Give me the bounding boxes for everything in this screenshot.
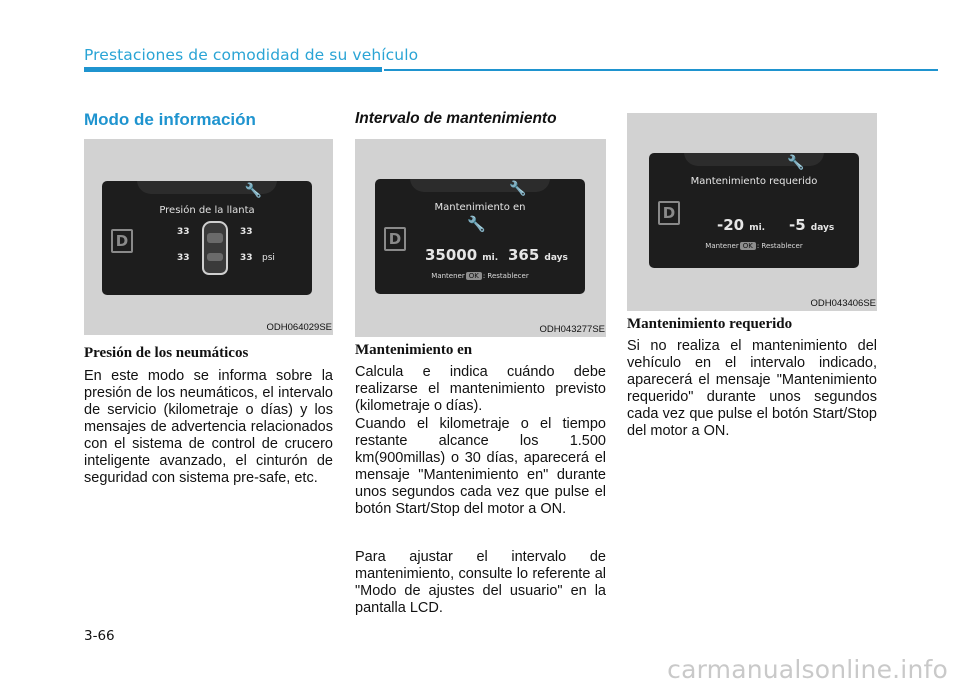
- distance-value: -20: [717, 216, 745, 234]
- paragraph-mant-en-3: Para ajustar el intervalo de mantenimiento, consulte lo referente al "Modo de ajustes del usuario" en la pantalla LCD.: [355, 549, 606, 616]
- days-readout: [508, 245, 568, 264]
- wrench-icon: 🔧: [244, 183, 262, 199]
- distance-unit: mi.: [749, 223, 766, 233]
- days-readout: [789, 215, 834, 234]
- subtitle-mant-en: Mantenimiento en: [355, 342, 473, 358]
- header-rule-thick: [84, 67, 382, 72]
- wrench-large-icon: 🔧: [467, 215, 486, 233]
- maintenance-required-figure: [627, 113, 877, 311]
- tire-rr: 33: [240, 253, 253, 263]
- display-title: Mantenimiento en: [434, 202, 526, 213]
- wrench-icon: 🔧: [787, 155, 805, 171]
- pressure-unit: psi: [262, 253, 275, 263]
- ok-key: OK: [466, 272, 482, 280]
- tire-fr: 33: [240, 227, 253, 237]
- car-icon: [202, 221, 228, 275]
- display-title: Mantenimiento requerido: [690, 176, 818, 187]
- distance-value: 35000: [425, 246, 478, 264]
- tire-fl: 33: [177, 227, 190, 237]
- paragraph-mant-en-2: Cuando el kilometraje o el tiempo restante alcance los 1.500 km(900millas) o 30 días, aparecerá el mensaje "Mantenimiento en" durante unos segundos cada vez que pulse el botón Start/Stop del motor a ON.: [355, 416, 606, 517]
- distance-readout: [717, 215, 765, 234]
- days-unit: days: [544, 253, 568, 263]
- paragraph-mant-requerido: Si no realiza el mantenimiento del vehículo en el intervalo indicado, aparecerá el mensaje "Mantenimiento requerido" durante unos segundos cada vez que pulse el botón Start/Stop del motor a ON.: [627, 338, 877, 439]
- tpms-figure: [84, 139, 333, 335]
- tire-rl: 33: [177, 253, 190, 263]
- paragraph-mant-en-1: Calcula e indica cuándo debe realizarse el mantenimiento previsto (kilometraje o días).: [355, 364, 606, 414]
- gear-indicator: D: [111, 229, 133, 253]
- ok-key: OK: [740, 242, 756, 250]
- reset-hint: Mantener OK : Restablecer: [705, 242, 803, 250]
- subtitle-mant-requerido: Mantenimiento requerido: [627, 316, 793, 332]
- display-title: Presión de la llanta: [159, 205, 255, 216]
- paragraph-presion: En este modo se informa sobre la presión de los neumáticos, el intervalo de servicio (kilometraje o días) y los mensajes de advertencia relacionados con el sistema de control de crucero inteligente avanzado, el cinturón de seguridad con sistema pre-safe, etc.: [84, 368, 333, 486]
- reset-hint: Mantener OK : Restablecer: [431, 272, 529, 280]
- image-caption: ODH043406SE: [810, 298, 876, 309]
- gear-indicator: D: [658, 201, 680, 225]
- section-title-modo: Modo de información: [84, 110, 256, 129]
- cluster-display: [375, 179, 585, 294]
- image-caption: ODH043277SE: [539, 324, 605, 335]
- distance-readout: [425, 245, 498, 264]
- page-number: 3-66: [84, 628, 115, 644]
- header-rule-thin: [384, 69, 938, 71]
- cluster-display: [102, 181, 312, 295]
- image-caption: ODH064029SE: [266, 322, 332, 333]
- distance-unit: mi.: [482, 253, 499, 263]
- subtitle-presion: Presión de los neumáticos: [84, 345, 249, 361]
- gear-indicator: D: [384, 227, 406, 251]
- days-value: -5: [789, 216, 806, 234]
- wrench-icon: 🔧: [509, 181, 527, 197]
- section-title-intervalo: Intervalo de mantenimiento: [355, 110, 557, 127]
- cluster-display: [649, 153, 859, 268]
- days-value: 365: [508, 246, 540, 264]
- chapter-title: Prestaciones de comodidad de su vehículo: [84, 46, 419, 64]
- maintenance-figure: [355, 139, 606, 337]
- days-unit: days: [810, 223, 835, 233]
- watermark: carmanualsonline.info: [667, 655, 948, 684]
